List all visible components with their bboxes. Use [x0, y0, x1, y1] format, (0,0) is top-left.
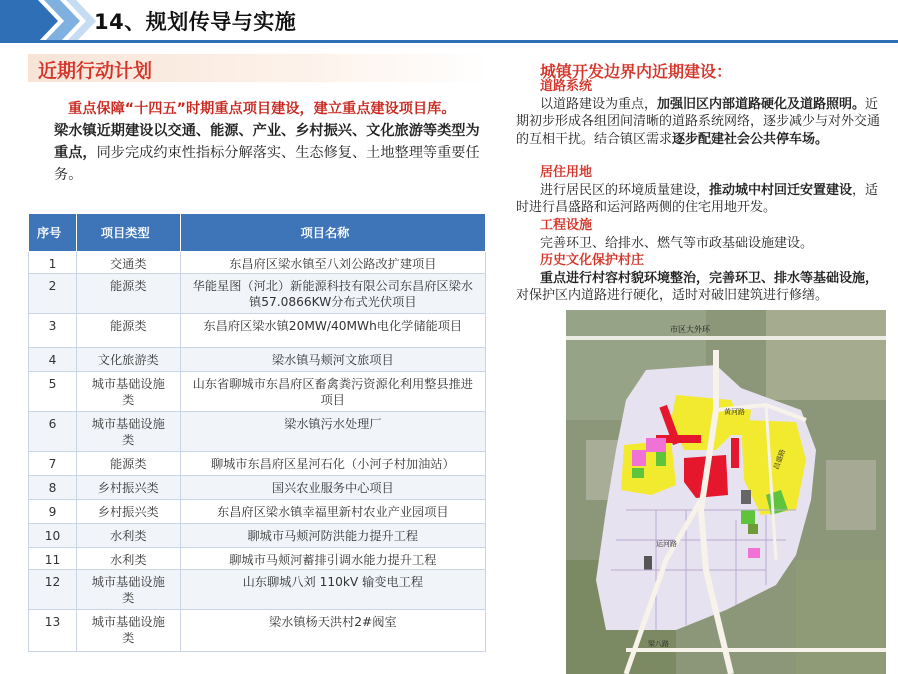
map-field: [796, 560, 886, 674]
green-zone: [748, 524, 758, 534]
row-no: 6: [29, 412, 77, 452]
row-type: 乡村振兴类: [76, 500, 180, 524]
row-type: 城市基础设施类: [76, 570, 180, 610]
project-table: [28, 213, 486, 652]
table-header-row: [29, 214, 486, 252]
row-name: 国兴农业服务中心项目: [180, 476, 485, 500]
map-field: [766, 310, 886, 400]
table-row: [29, 314, 486, 348]
north-road-label: 黄河路: [724, 408, 745, 416]
row-name: 梁水镇杨天洪村2#阀室: [180, 610, 485, 652]
row-type: 水利类: [76, 548, 180, 570]
engineering-block: [516, 217, 886, 252]
row-name: 东昌府区梁水镇20MW/40MWh电化学储能项目: [180, 314, 485, 348]
row-no: 9: [29, 500, 77, 524]
row-type: 交通类: [76, 252, 180, 274]
south-road-label: 梁八路: [648, 640, 669, 648]
row-type: 能源类: [76, 274, 180, 314]
residential-block: [516, 164, 886, 217]
row-type: 能源类: [76, 314, 180, 348]
road-text-2b: 逐步配建社会公共停车场。: [672, 131, 829, 147]
table-row: [29, 452, 486, 476]
heritage-heading: 历史文化保护村庄: [540, 253, 645, 268]
table-row: [29, 500, 486, 524]
table-row: [29, 412, 486, 452]
residential-text-2: ，适时进行昌盛路和运河路两侧的住宅用地开发。: [516, 182, 879, 215]
heritage-block: [516, 252, 886, 305]
utility-site: [741, 490, 751, 504]
row-no: 11: [29, 548, 77, 570]
residential-text-1b: 推动城中村回迁安置建设: [709, 182, 853, 198]
green-zone: [632, 468, 644, 478]
header-divider: [0, 40, 898, 43]
public-zone: [632, 450, 646, 466]
table-row: [29, 570, 486, 610]
road-text-1b: 加强旧区内部道路硬化及道路照明。: [657, 96, 866, 112]
table-row: [29, 274, 486, 314]
west-road-label: 运河路: [656, 540, 677, 548]
row-name: 华能星图（河北）新能源科技有限公司东昌府区梁水镇57.0866KW分布式光伏项目: [180, 274, 485, 314]
row-no: 4: [29, 348, 77, 372]
right-title: 城镇开发边界内近期建设：: [540, 62, 733, 81]
land-use-map: [566, 310, 886, 674]
row-name: 东昌府区梁水镇至八刘公路改扩建项目: [180, 252, 485, 274]
road-text-1: 以道路建设为重点，: [540, 96, 658, 112]
row-type: 城市基础设施类: [76, 372, 180, 412]
row-name: 聊城市东昌府区星河石化（小河子村加油站）: [180, 452, 485, 476]
commercial-strip: [731, 438, 739, 468]
road-block: [516, 78, 886, 148]
row-no: 10: [29, 524, 77, 548]
table-row: [29, 524, 486, 548]
engineering-text: 完善环卫、给排水、燃气等市政基础设施建设。: [540, 235, 814, 251]
utility-site: [644, 556, 652, 570]
heritage-text: [516, 270, 886, 305]
header-band: [0, 0, 898, 42]
heritage-text-2: 对保护区内道路进行硬化，适时对破旧建筑进行修缮。: [516, 288, 829, 303]
section-title: 近期行动计划: [38, 60, 153, 82]
row-name: 东昌府区梁水镇幸福里新村农业产业园项目: [180, 500, 485, 524]
row-type: 水利类: [76, 524, 180, 548]
table-row: [29, 610, 486, 652]
col-header-no: 序号: [29, 214, 77, 252]
row-no: 5: [29, 372, 77, 412]
intro-body-rest: 同步完成约束性指标分解落实、生态修复、土地整理等重要任务。: [54, 145, 480, 183]
road-text: [516, 96, 886, 149]
row-no: 12: [29, 570, 77, 610]
table-row: [29, 548, 486, 570]
row-name: 聊城市马颊河防洪能力提升工程: [180, 524, 485, 548]
row-no: 1: [29, 252, 77, 274]
row-no: 8: [29, 476, 77, 500]
row-type: 城市基础设施类: [76, 412, 180, 452]
road-heading: 道路系统: [540, 79, 593, 94]
row-type: 能源类: [76, 452, 180, 476]
outer-ring-label: 市区大外环: [670, 325, 710, 334]
intro-body-bold: 梁水镇近期建设以交通、能源、产业、乡村振兴、文化旅游等类型为重点，: [54, 123, 480, 161]
intro-body: [38, 120, 484, 186]
col-header-name: 项目名称: [180, 214, 485, 252]
row-type: 文化旅游类: [76, 348, 180, 372]
green-zone: [741, 510, 755, 524]
row-name: 聊城市马颊河蓄排引调水能力提升工程: [180, 548, 485, 570]
row-name: 山东省聊城市东昌府区畜禽粪污资源化利用整县推进项目: [180, 372, 485, 412]
row-type: 乡村振兴类: [76, 476, 180, 500]
header-chevron-icon: [0, 0, 100, 42]
residential-heading: 居住用地: [540, 165, 593, 180]
table-row: [29, 476, 486, 500]
row-type: 城市基础设施类: [76, 610, 180, 652]
public-zone: [646, 438, 666, 452]
heritage-text-1b: 重点进行村容村貌环境整治，完善环卫、排水等基础设施，: [540, 270, 879, 286]
residential-text-1: 进行居民区的环境质量建设，: [540, 182, 710, 198]
row-no: 3: [29, 314, 77, 348]
green-zone: [656, 452, 666, 466]
road-text-2: 近期初步形成各组团间清晰的道路系统网络，逐步减少与对外交通的互相干扰。结合镇区需求: [516, 96, 881, 147]
row-no: 7: [29, 452, 77, 476]
col-header-type: 项目类型: [76, 214, 180, 252]
row-no: 2: [29, 274, 77, 314]
map-village: [826, 460, 876, 530]
page-title: 14、规划传导与实施: [94, 10, 297, 34]
row-name: 梁水镇马颊河文旅项目: [180, 348, 485, 372]
table-row: [29, 252, 486, 274]
residential-text: [516, 182, 886, 217]
table-row: [29, 372, 486, 412]
table-row: [29, 348, 486, 372]
engineering-heading: 工程设施: [540, 218, 593, 233]
intro-highlight: 重点保障“十四五”时期重点项目建设，建立重点建设项目库。: [68, 101, 456, 117]
row-name: 山东聊城八刘 110kV 输变电工程: [180, 570, 485, 610]
row-no: 13: [29, 610, 77, 652]
row-name: 梁水镇污水处理厂: [180, 412, 485, 452]
east-road-label: 昌盛路: [772, 448, 788, 471]
public-zone: [748, 548, 760, 558]
land-use-map-svg: [566, 310, 886, 674]
intro-text: [38, 98, 484, 186]
